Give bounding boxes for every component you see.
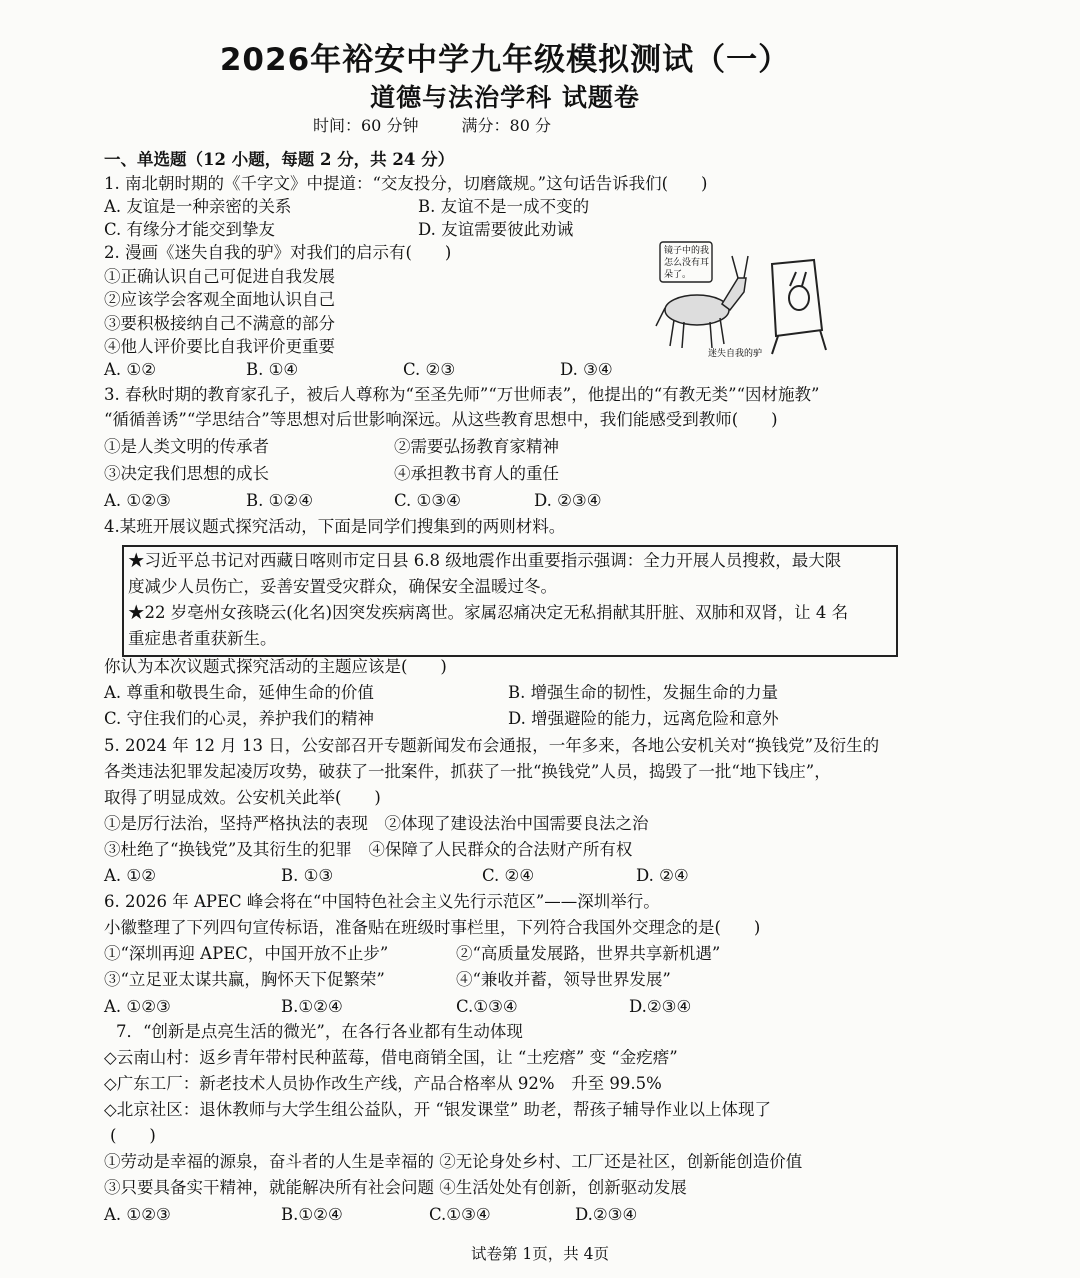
q1-option-c: C. 有缘分才能交到挚友: [104, 220, 276, 239]
q5-option-b: B. ①③: [281, 866, 334, 885]
q5-option-c: C. ②④: [482, 866, 535, 885]
q7-example-1: ◇云南山村：返乡青年带村民种蓝莓，借电商销全国，让 “土疙瘩” 变 “金疙瘩”: [104, 1048, 678, 1067]
q4-material-1-line-1: ★习近平总书记对西藏日喀则市定日县 6.8 级地震作出重要指示强调：全力开展人员搜救，最大限: [128, 551, 842, 570]
q3-statement-4: ④承担教书育人的重任: [394, 464, 559, 483]
exam-title: 2026年裕安中学九年级模拟测试（一）: [219, 42, 791, 78]
q3-option-d: D. ②③④: [534, 491, 602, 510]
exam-meta: [313, 113, 589, 136]
cartoon-bubble-line-1: 镜子中的我: [664, 246, 710, 256]
q2-option-a: A. ①②: [104, 360, 156, 379]
q3-option-a: A. ①②③: [104, 491, 171, 510]
q4-option-d: D. 增强避险的能力，远离危险和意外: [508, 709, 779, 728]
q7-example-3: ◇北京社区：退休教师与大学生组公益队，开 “银发课堂” 助老，帮孩子辅导作业以上体现了: [104, 1100, 772, 1119]
q1-option-a: A. 友谊是一种亲密的关系: [104, 197, 292, 216]
q1-option-b: B. 友谊不是一成不变的: [418, 197, 590, 216]
page-footer: 试卷第 1页，共 4页: [470, 1245, 610, 1263]
exam-score: 满分：80 分: [461, 116, 551, 135]
q6-slogan-1: ①“深圳再迎 APEC，中国开放不止步”: [104, 944, 389, 963]
q3-line-1: 3. 春秋时期的教育家孔子，被后人尊称为“至圣先师”“万世师表”，他提出的“有教无类”“因材施教”: [104, 385, 820, 404]
q2-statement-3: ③要积极接纳自己不满意的部分: [104, 314, 335, 333]
q4-option-b: B. 增强生命的韧性，发掘生命的力量: [508, 683, 779, 702]
q3-option-b: B. ①②④: [246, 491, 313, 510]
q7-statements-3-4: ③只要具备实干精神，就能解决所有社会问题 ④生活处处有创新，创新驱动发展: [104, 1178, 687, 1197]
cartoon-bubble-line-3: 朵了。: [664, 270, 692, 280]
q3-statement-2: ②需要弘扬教育家精神: [394, 437, 559, 456]
q2-statement-4: ④他人评价要比自我评价更重要: [104, 337, 335, 356]
q3-option-c: C. ①③④: [394, 491, 461, 510]
q6-slogan-3: ③“立足亚太谋共赢，胸怀天下促繁荣”: [104, 970, 385, 989]
q2-option-b: B. ①④: [246, 360, 299, 379]
q6-option-d: D.②③④: [629, 997, 692, 1016]
q5-statements-1-2: ①是厉行法治，坚持严格执法的表现 ②体现了建设法治中国需要良法之治: [104, 814, 649, 833]
q7-option-c: C.①③④: [429, 1205, 491, 1224]
q4-stem: 4.某班开展议题式探究活动，下面是同学们搜集到的两则材料。: [104, 517, 566, 536]
q2-option-c: C. ②③: [403, 360, 456, 379]
q6-slogan-2: ②“高质量发展路，世界共享新机遇”: [456, 944, 721, 963]
q5-statements-3-4: ③杜绝了“换钱党”及其衍生的犯罪 ④保障了人民群众的合法财产所有权: [104, 840, 633, 859]
q3-statement-1: ①是人类文明的传承者: [104, 437, 269, 456]
q4-material-2-line-1: ★22 岁亳州女孩晓云(化名)因突发疾病离世。家属忍痛决定无私捐献其肝脏、双肺和双肾，让 4 名: [128, 603, 849, 622]
q7-option-b: B.①②④: [281, 1205, 343, 1224]
q7-option-d: D.②③④: [575, 1205, 638, 1224]
q6-option-a: A. ①②③: [104, 997, 171, 1016]
section-heading: 一、单选题（12 小题，每题 2 分，共 24 分）: [104, 150, 455, 169]
q6-option-b: B.①②④: [281, 997, 343, 1016]
cartoon-bubble-line-2: 怎么没有耳: [664, 258, 710, 268]
q1-stem: 1. 南北朝时期的《千字文》中提道：“交友投分，切磨箴规。”这句话告诉我们( ): [104, 174, 708, 193]
exam-time: 时间：60 分钟: [313, 116, 419, 135]
q6-line-1: 6. 2026 年 APEC 峰会将在“中国特色社会主义先行示范区”——深圳举行。: [104, 892, 660, 911]
mirror-icon: [772, 260, 826, 354]
q4-material-1-line-2: 度减少人员伤亡，妥善安置受灾群众，确保安全温暖过冬。: [128, 577, 557, 596]
q5-line-1: 5. 2024 年 12 月 13 日，公安部召开专题新闻发布会通报，一年多来，各地公安机关对“换钱党”及衍生的: [104, 736, 880, 755]
q5-option-d: D. ②④: [636, 866, 689, 885]
q3-line-2: “循循善诱”“学思结合”等思想对后世影响深远。从这些教育思想中，我们能感受到教师( ): [104, 410, 778, 429]
q4-option-a: A. 尊重和敬畏生命，延伸生命的价值: [104, 683, 374, 702]
q4-material-2-line-2: 重症患者重获新生。: [128, 629, 277, 648]
q5-line-2: 各类违法犯罪发起凌厉攻势，破获了一批案件，抓获了一批“换钱党”人员，捣毁了一批“地下钱庄”，: [104, 762, 831, 781]
q7-blank: ( ): [110, 1126, 156, 1145]
q2-option-d: D. ③④: [560, 360, 613, 379]
q3-statement-3: ③决定我们思想的成长: [104, 464, 269, 483]
q4-option-c: C. 守住我们的心灵，养护我们的精神: [104, 709, 375, 728]
q6-option-c: C.①③④: [456, 997, 518, 1016]
q4-ask: 你认为本次议题式探究活动的主题应该是( ): [104, 657, 447, 676]
q7-statements-1-2: ①劳动是幸福的源泉，奋斗者的人生是幸福的 ②无论身处乡村、工厂还是社区，创新能创造价值: [104, 1152, 803, 1171]
q7-stem: 7．“创新是点亮生活的微光”，在各行各业都有生动体现: [116, 1022, 523, 1041]
q6-slogan-4: ④“兼收并蓄，领导世界发展”: [456, 970, 671, 989]
exam-subtitle: 道德与法治学科 试题卷: [370, 83, 640, 112]
q7-example-2: ◇广东工厂：新老技术人员协作改生产线，产品合格率从 92% 升至 99.5%: [104, 1074, 662, 1093]
q7-option-a: A. ①②③: [104, 1205, 171, 1224]
donkey-cartoon: [652, 238, 832, 360]
q6-line-2: 小徽整理了下列四句宣传标语，准备贴在班级时事栏里，下列符合我国外交理念的是( ): [104, 918, 761, 937]
cartoon-caption: 迷失自我的驴: [708, 349, 763, 359]
q5-option-a: A. ①②: [104, 866, 156, 885]
q1-option-d: D. 友谊需要彼此劝诫: [418, 220, 574, 239]
q2-stem: 2. 漫画《迷失自我的驴》对我们的启示有( ): [104, 243, 452, 262]
q2-statement-2: ②应该学会客观全面地认识自己: [104, 290, 335, 309]
q5-line-3: 取得了明显成效。公安机关此举( ): [104, 788, 381, 807]
q2-statement-1: ①正确认识自己可促进自我发展: [104, 267, 335, 286]
